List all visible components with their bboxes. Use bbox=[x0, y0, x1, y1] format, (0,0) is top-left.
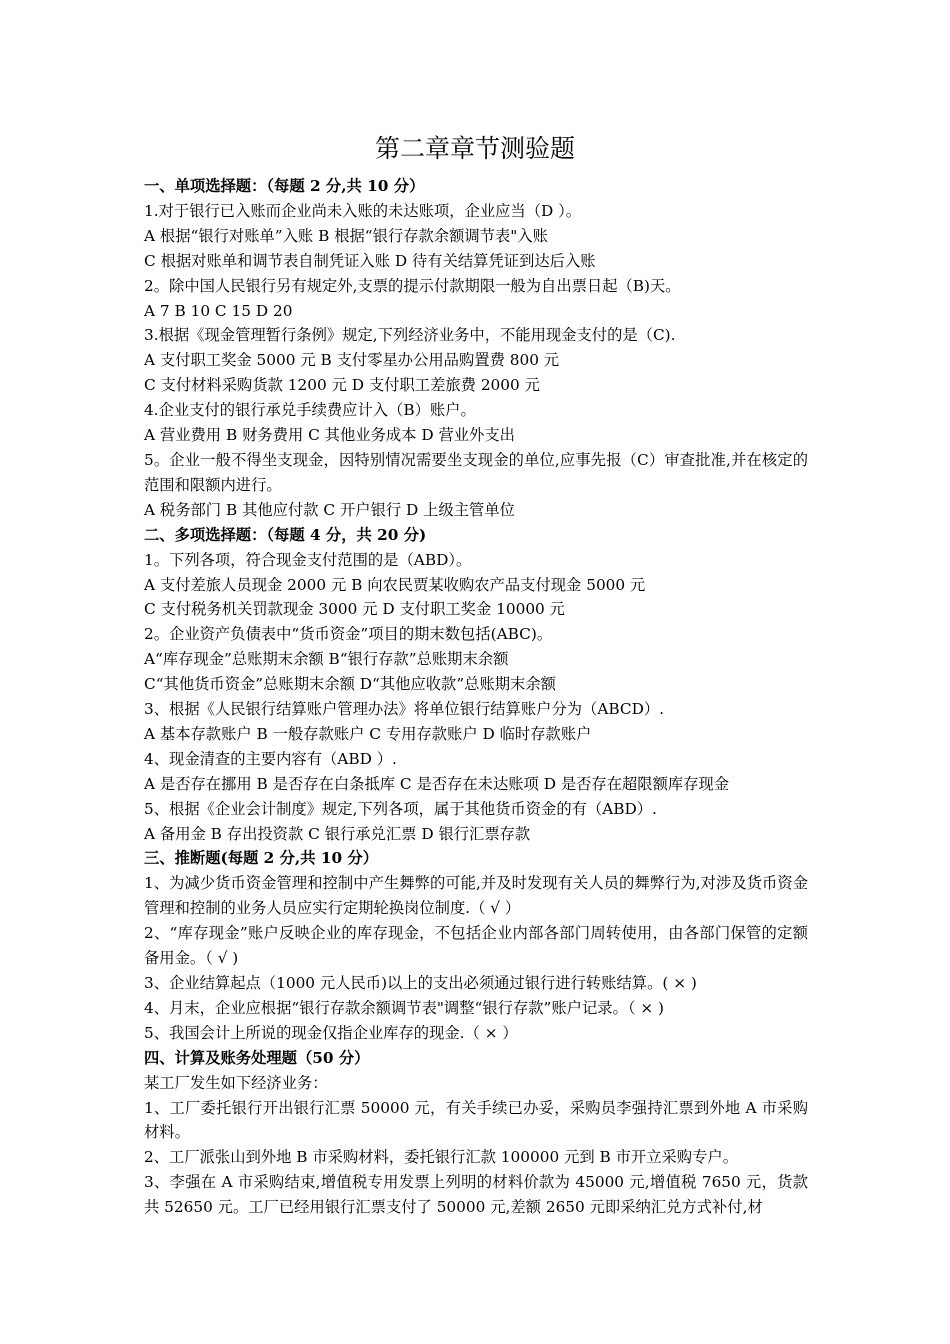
text-line: C“其他货币资金”总账期末余额 D“其他应收款”总账期末余额 bbox=[144, 675, 556, 694]
text-line: 1。下列各项，符合现金支付范围的是（ABD）。 bbox=[144, 550, 472, 569]
text-line: 5、根据《企业会计制度》规定,下列各项，属于其他货币资金的有（ABD）. bbox=[144, 799, 657, 818]
text-line: A 支付差旅人员现金 2000 元 B 向农民贾某收购农产品支付现金 5000 元 bbox=[144, 575, 646, 594]
text-line: A 支付职工奖金 5000 元 B 支付零星办公用品购置费 800 元 bbox=[144, 351, 560, 370]
section-heading: 四、计算及账务处理题（50 分） bbox=[144, 1048, 370, 1067]
text-line: 3、企业结算起点（1000 元人民币)以上的支出必须通过银行进行转账结算。( × ) bbox=[144, 974, 697, 992]
text-line: 4、现金清查的主要内容有（ABD ）. bbox=[144, 749, 397, 768]
text-line: A 营业费用 B 财务费用 C 其他业务成本 D 营业外支出 bbox=[144, 426, 515, 445]
text-line: A 是否存在挪用 B 是否存在白条抵库 C 是否存在未达账项 D 是否存在超限额库存现金 bbox=[144, 774, 730, 793]
text-line: 4、月末，企业应根据“银行存款余额调节表"调整“银行存款”账户记录。（ × ) bbox=[144, 998, 664, 1017]
text-line: 2、工厂派张山到外地 B 市采购材料，委托银行汇款 100000 元到 B 市开立采购专户。 bbox=[144, 1148, 738, 1167]
text-line: 4.企业支付的银行承兑手续费应计入（B）账户。 bbox=[144, 401, 476, 420]
text-line: C 支付材料采购货款 1200 元 D 支付职工差旅费 2000 元 bbox=[144, 376, 540, 395]
text-line: 5、我国会计上所说的现金仅指企业库存的现金.（ × ） bbox=[144, 1023, 518, 1042]
section-heading: 一、单项选择题：（每题 2 分,共 10 分） bbox=[144, 177, 425, 195]
text-line: 2。企业资产负债表中“货币资金”项目的期末数包括(ABC)。 bbox=[144, 625, 553, 644]
text-line: A“库存现金”总账期末余额 B“银行存款”总账期末余额 bbox=[144, 650, 509, 669]
text-line: A 7 B 10 C 15 D 20 bbox=[144, 301, 293, 320]
text-line: C 支付税务机关罚款现金 3000 元 D 支付职工奖金 10000 元 bbox=[144, 600, 565, 619]
text-line: 3、根据《人民银行结算账户管理办法》将单位银行结算账户分为（ABCD）. bbox=[144, 700, 665, 719]
text-line: A 税务部门 B 其他应付款 C 开户银行 D 上级主管单位 bbox=[144, 500, 515, 519]
text-line: 3.根据《现金管理暂行条例》规定,下列经济业务中，不能用现金支付的是（C). bbox=[144, 326, 676, 345]
text-line: A 根据“银行对账单”入账 B 根据“银行存款余额调节表"入账 bbox=[144, 226, 548, 245]
document-body bbox=[144, 174, 808, 1220]
text-paragraph: 2、“库存现金”账户反映企业的库存现金，不包括企业内部各部门周转使用，由各部门保管的定额备用金。（ √ ) bbox=[144, 924, 808, 968]
text-paragraph: 3、李强在 A 市采购结束,增值税专用发票上列明的材料价款为 45000 元,增值税 7650 元，货款共 52650 元。工厂已经用银行汇票支付了 50000 元,差额 2650 元即采纳汇兑方式补付,材 bbox=[144, 1173, 808, 1217]
text-paragraph: 1、为减少货币资金管理和控制中产生舞弊的可能,并及时发现有关人员的舞弊行为,对涉及货币资金管理和控制的业务人员应实行定期轮换岗位制度.（ √ ） bbox=[144, 874, 808, 918]
section-heading: 三、推断题(每题 2 分,共 10 分） bbox=[144, 849, 379, 868]
page-title: 第二章章节测验题 bbox=[374, 134, 575, 163]
text-line: A 基本存款账户 B 一般存款账户 C 专用存款账户 D 临时存款账户 bbox=[144, 724, 592, 743]
section-heading: 二、多项选择题：（每题 4 分，共 20 分) bbox=[144, 525, 427, 544]
text-line: 某工厂发生如下经济业务： bbox=[144, 1073, 328, 1092]
text-line: A 备用金 B 存出投资款 C 银行承兑汇票 D 银行汇票存款 bbox=[144, 824, 531, 843]
text-line: 1.对于银行已入账而企业尚未入账的未达账项，企业应当（D ）。 bbox=[144, 201, 582, 220]
text-line: C 根据对账单和调节表自制凭证入账 D 待有关结算凭证到达后入账 bbox=[144, 251, 596, 270]
text-line: 2。除中国人民银行另有规定外,支票的提示付款期限一般为自出票日起（B)天。 bbox=[144, 276, 681, 295]
text-paragraph: 5。企业一般不得坐支现金，因特别情况需要坐支现金的单位,应事先报（C）审查批准,并在核定的范围和限额内进行。 bbox=[144, 450, 808, 494]
text-paragraph: 1、工厂委托银行开出银行汇票 50000 元，有关手续已办妥，采购员李强持汇票到外地 A 市采购材料。 bbox=[144, 1098, 808, 1142]
